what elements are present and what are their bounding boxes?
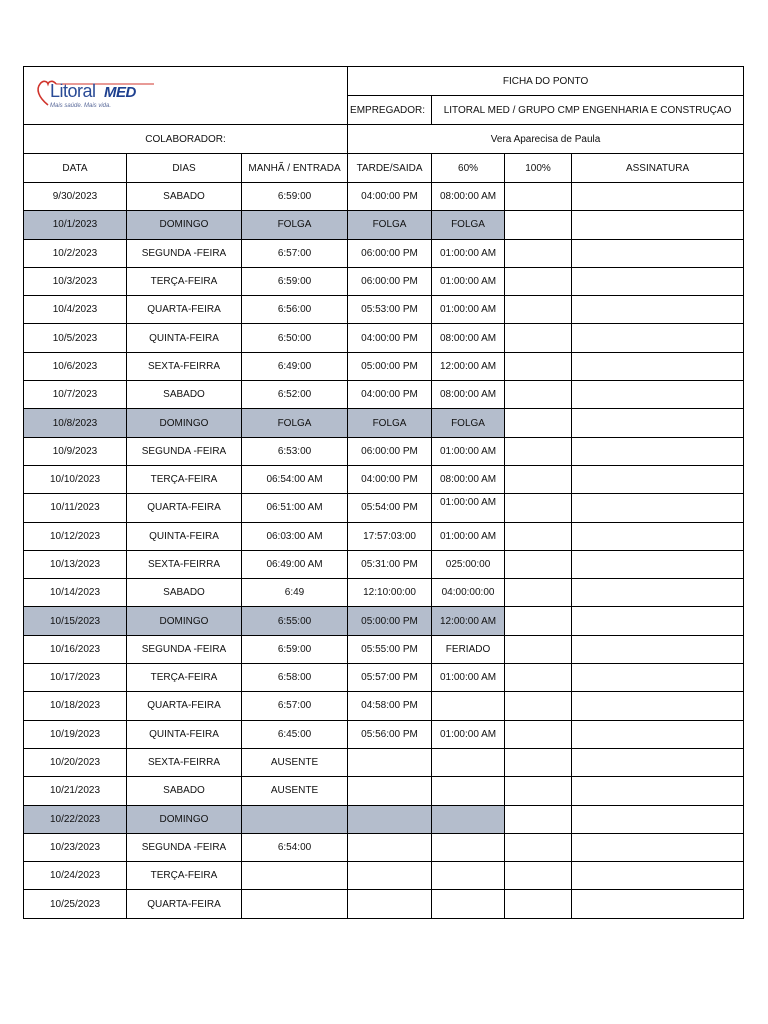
- cell-date: 10/18/2023: [24, 692, 127, 720]
- employer-value: LITORAL MED / GRUPO CMP ENGENHARIA E CONSTRUÇAO: [432, 96, 744, 125]
- table-row: [24, 352, 744, 380]
- cell-entry: [242, 862, 348, 890]
- cell-signature: [572, 664, 744, 692]
- column-header-row: [24, 154, 744, 183]
- cell-date: 10/11/2023: [24, 494, 127, 522]
- cell-day: SABADO: [127, 579, 242, 607]
- cell-entry: 6:59:00: [242, 267, 348, 295]
- table-row: [24, 579, 744, 607]
- cell-signature: [572, 296, 744, 324]
- cell-exit: FOLGA: [348, 211, 432, 239]
- table-row: [24, 296, 744, 324]
- cell-exit: 05:53:00 PM: [348, 296, 432, 324]
- cell-day: QUARTA-FEIRA: [127, 296, 242, 324]
- cell-exit: 04:00:00 PM: [348, 465, 432, 493]
- cell-60: 08:00:00 AM: [432, 381, 505, 409]
- col-60: 60%: [432, 154, 505, 183]
- cell-entry: 6:52:00: [242, 381, 348, 409]
- cell-exit: 05:00:00 PM: [348, 607, 432, 635]
- cell-100: [505, 267, 572, 295]
- cell-exit: [348, 777, 432, 805]
- cell-date: 10/13/2023: [24, 550, 127, 578]
- cell-signature: [572, 465, 744, 493]
- cell-day: DOMINGO: [127, 409, 242, 437]
- cell-day: SEGUNDA -FEIRA: [127, 833, 242, 861]
- cell-exit: 05:55:00 PM: [348, 635, 432, 663]
- cell-day: SABADO: [127, 777, 242, 805]
- cell-signature: [572, 777, 744, 805]
- table-row: [24, 805, 744, 833]
- cell-entry: 6:53:00: [242, 437, 348, 465]
- cell-day: SABADO: [127, 381, 242, 409]
- cell-exit: [348, 862, 432, 890]
- cell-date: 10/12/2023: [24, 522, 127, 550]
- col-entrada: MANHÃ / ENTRADA: [242, 154, 348, 183]
- cell-day: SEXTA-FEIRRA: [127, 352, 242, 380]
- cell-entry: AUSENTE: [242, 748, 348, 776]
- cell-60: 08:00:00 AM: [432, 183, 505, 211]
- cell-60: [432, 748, 505, 776]
- cell-60: 01:00:00 AM: [432, 239, 505, 267]
- cell-date: 10/10/2023: [24, 465, 127, 493]
- cell-signature: [572, 833, 744, 861]
- table-row: [24, 239, 744, 267]
- table-row: [24, 664, 744, 692]
- table-row: [24, 748, 744, 776]
- cell-day: QUINTA-FEIRA: [127, 720, 242, 748]
- cell-signature: [572, 183, 744, 211]
- cell-60: 025:00:00: [432, 550, 505, 578]
- cell-entry: 6:50:00: [242, 324, 348, 352]
- cell-60: FOLGA: [432, 211, 505, 239]
- logo-med: MED: [104, 84, 136, 101]
- cell-exit: 05:54:00 PM: [348, 494, 432, 522]
- cell-100: [505, 352, 572, 380]
- cell-exit: 05:57:00 PM: [348, 664, 432, 692]
- cell-date: 10/17/2023: [24, 664, 127, 692]
- table-row: [24, 465, 744, 493]
- cell-100: [505, 635, 572, 663]
- cell-day: SEGUNDA -FEIRA: [127, 437, 242, 465]
- logo-tagline: Mais saúde. Mais vida.: [50, 103, 112, 109]
- cell-day: QUARTA-FEIRA: [127, 692, 242, 720]
- cell-signature: [572, 522, 744, 550]
- cell-100: [505, 777, 572, 805]
- cell-100: [505, 409, 572, 437]
- timesheet-table: [23, 66, 744, 919]
- cell-entry: 06:03:00 AM: [242, 522, 348, 550]
- table-row: [24, 409, 744, 437]
- cell-entry: 6:55:00: [242, 607, 348, 635]
- cell-date: 10/9/2023: [24, 437, 127, 465]
- cell-exit: [348, 748, 432, 776]
- cell-date: 10/14/2023: [24, 579, 127, 607]
- cell-60: 08:00:00 AM: [432, 465, 505, 493]
- cell-60: [432, 890, 505, 918]
- cell-date: 10/3/2023: [24, 267, 127, 295]
- cell-day: QUARTA-FEIRA: [127, 494, 242, 522]
- cell-entry: 6:54:00: [242, 833, 348, 861]
- cell-exit: 05:31:00 PM: [348, 550, 432, 578]
- cell-day: DOMINGO: [127, 805, 242, 833]
- cell-100: [505, 465, 572, 493]
- cell-entry: 6:56:00: [242, 296, 348, 324]
- cell-exit: [348, 805, 432, 833]
- cell-signature: [572, 635, 744, 663]
- cell-signature: [572, 579, 744, 607]
- cell-60: 01:00:00 AM: [432, 720, 505, 748]
- cell-signature: [572, 267, 744, 295]
- cell-entry: FOLGA: [242, 409, 348, 437]
- table-row: [24, 437, 744, 465]
- cell-entry: [242, 890, 348, 918]
- table-row: [24, 833, 744, 861]
- cell-entry: 6:49: [242, 579, 348, 607]
- cell-60: 12:00:00 AM: [432, 607, 505, 635]
- table-row: [24, 692, 744, 720]
- col-saida: TARDE/SAIDA: [348, 154, 432, 183]
- cell-date: 10/1/2023: [24, 211, 127, 239]
- cell-100: [505, 607, 572, 635]
- cell-60: FOLGA: [432, 409, 505, 437]
- cell-entry: 6:59:00: [242, 635, 348, 663]
- cell-60: [432, 833, 505, 861]
- cell-signature: [572, 211, 744, 239]
- cell-day: QUINTA-FEIRA: [127, 522, 242, 550]
- cell-100: [505, 239, 572, 267]
- cell-signature: [572, 862, 744, 890]
- cell-60: 04:00:00:00: [432, 579, 505, 607]
- table-row: [24, 211, 744, 239]
- cell-date: 10/2/2023: [24, 239, 127, 267]
- cell-signature: [572, 607, 744, 635]
- table-row: [24, 267, 744, 295]
- cell-day: TERÇA-FEIRA: [127, 664, 242, 692]
- col-dias: DIAS: [127, 154, 242, 183]
- cell-date: 10/25/2023: [24, 890, 127, 918]
- cell-day: SEGUNDA -FEIRA: [127, 239, 242, 267]
- cell-100: [505, 437, 572, 465]
- cell-60: 12:00:00 AM: [432, 352, 505, 380]
- cell-entry: 06:54:00 AM: [242, 465, 348, 493]
- cell-entry: FOLGA: [242, 211, 348, 239]
- cell-entry: 6:49:00: [242, 352, 348, 380]
- cell-100: [505, 862, 572, 890]
- table-row: [24, 324, 744, 352]
- cell-date: 10/15/2023: [24, 607, 127, 635]
- cell-day: QUINTA-FEIRA: [127, 324, 242, 352]
- table-row: [24, 522, 744, 550]
- cell-100: [505, 664, 572, 692]
- table-row: [24, 720, 744, 748]
- cell-60: 01:00:00 AM: [432, 494, 505, 522]
- cell-day: SEGUNDA -FEIRA: [127, 635, 242, 663]
- cell-date: 10/24/2023: [24, 862, 127, 890]
- cell-60: 01:00:00 AM: [432, 267, 505, 295]
- form-title: FICHA DO PONTO: [348, 67, 744, 96]
- cell-entry: 6:57:00: [242, 239, 348, 267]
- cell-exit: 06:00:00 PM: [348, 437, 432, 465]
- cell-100: [505, 183, 572, 211]
- cell-day: TERÇA-FEIRA: [127, 465, 242, 493]
- cell-date: 10/23/2023: [24, 833, 127, 861]
- table-row: [24, 862, 744, 890]
- cell-60: [432, 777, 505, 805]
- cell-60: 01:00:00 AM: [432, 437, 505, 465]
- cell-entry: 06:49:00 AM: [242, 550, 348, 578]
- cell-date: 10/5/2023: [24, 324, 127, 352]
- table-row: [24, 494, 744, 522]
- cell-100: [505, 211, 572, 239]
- cell-100: [505, 890, 572, 918]
- cell-signature: [572, 324, 744, 352]
- cell-day: DOMINGO: [127, 211, 242, 239]
- cell-date: 10/16/2023: [24, 635, 127, 663]
- cell-100: [505, 579, 572, 607]
- cell-signature: [572, 409, 744, 437]
- cell-entry: 6:57:00: [242, 692, 348, 720]
- cell-entry: 6:58:00: [242, 664, 348, 692]
- cell-signature: [572, 381, 744, 409]
- cell-exit: 04:00:00 PM: [348, 381, 432, 409]
- cell-signature: [572, 352, 744, 380]
- cell-date: 10/6/2023: [24, 352, 127, 380]
- cell-100: [505, 550, 572, 578]
- cell-60: 01:00:00 AM: [432, 664, 505, 692]
- cell-entry: [242, 805, 348, 833]
- cell-date: 10/22/2023: [24, 805, 127, 833]
- cell-date: 10/4/2023: [24, 296, 127, 324]
- cell-exit: 17:57:03:00: [348, 522, 432, 550]
- cell-exit: 05:56:00 PM: [348, 720, 432, 748]
- cell-date: 10/7/2023: [24, 381, 127, 409]
- cell-exit: 04:58:00 PM: [348, 692, 432, 720]
- cell-signature: [572, 720, 744, 748]
- cell-exit: 04:00:00 PM: [348, 324, 432, 352]
- cell-60: [432, 862, 505, 890]
- cell-signature: [572, 239, 744, 267]
- cell-date: 10/21/2023: [24, 777, 127, 805]
- cell-100: [505, 522, 572, 550]
- logo-word: Litoral: [50, 81, 96, 101]
- table-row: [24, 607, 744, 635]
- cell-day: TERÇA-FEIRA: [127, 267, 242, 295]
- company-logo: [34, 75, 164, 115]
- cell-100: [505, 324, 572, 352]
- cell-date: 10/20/2023: [24, 748, 127, 776]
- col-100: 100%: [505, 154, 572, 183]
- cell-day: SEXTA-FEIRRA: [127, 748, 242, 776]
- cell-entry: 06:51:00 AM: [242, 494, 348, 522]
- cell-signature: [572, 550, 744, 578]
- table-row: [24, 550, 744, 578]
- cell-100: [505, 833, 572, 861]
- cell-60: FERIADO: [432, 635, 505, 663]
- cell-signature: [572, 805, 744, 833]
- cell-day: TERÇA-FEIRA: [127, 862, 242, 890]
- table-row: [24, 777, 744, 805]
- cell-100: [505, 805, 572, 833]
- cell-exit: 06:00:00 PM: [348, 267, 432, 295]
- cell-signature: [572, 890, 744, 918]
- cell-date: 10/19/2023: [24, 720, 127, 748]
- cell-60: 08:00:00 AM: [432, 324, 505, 352]
- collaborator-label: COLABORADOR:: [24, 125, 348, 154]
- cell-day: SABADO: [127, 183, 242, 211]
- cell-60: [432, 805, 505, 833]
- table-row: [24, 381, 744, 409]
- cell-signature: [572, 692, 744, 720]
- cell-signature: [572, 748, 744, 776]
- cell-signature: [572, 494, 744, 522]
- cell-date: 10/8/2023: [24, 409, 127, 437]
- cell-exit: 12:10:00:00: [348, 579, 432, 607]
- cell-60: 01:00:00 AM: [432, 522, 505, 550]
- cell-day: SEXTA-FEIRRA: [127, 550, 242, 578]
- table-row: [24, 183, 744, 211]
- cell-day: QUARTA-FEIRA: [127, 890, 242, 918]
- col-assinatura: ASSINATURA: [572, 154, 744, 183]
- employer-label: EMPREGADOR:: [348, 96, 432, 125]
- col-data: DATA: [24, 154, 127, 183]
- cell-60: 01:00:00 AM: [432, 296, 505, 324]
- cell-signature: [572, 437, 744, 465]
- cell-exit: [348, 833, 432, 861]
- cell-100: [505, 296, 572, 324]
- cell-exit: 04:00:00 PM: [348, 183, 432, 211]
- cell-100: [505, 748, 572, 776]
- cell-100: [505, 494, 572, 522]
- cell-exit: 06:00:00 PM: [348, 239, 432, 267]
- cell-entry: AUSENTE: [242, 777, 348, 805]
- cell-100: [505, 720, 572, 748]
- cell-60: [432, 692, 505, 720]
- cell-date: 9/30/2023: [24, 183, 127, 211]
- table-row: [24, 890, 744, 918]
- table-row: [24, 635, 744, 663]
- cell-entry: 6:45:00: [242, 720, 348, 748]
- cell-exit: FOLGA: [348, 409, 432, 437]
- cell-exit: [348, 890, 432, 918]
- cell-100: [505, 381, 572, 409]
- collaborator-value: Vera Aparecisa de Paula: [348, 125, 744, 154]
- cell-100: [505, 692, 572, 720]
- cell-day: DOMINGO: [127, 607, 242, 635]
- cell-entry: 6:59:00: [242, 183, 348, 211]
- cell-exit: 05:00:00 PM: [348, 352, 432, 380]
- logo-cell: [24, 67, 348, 125]
